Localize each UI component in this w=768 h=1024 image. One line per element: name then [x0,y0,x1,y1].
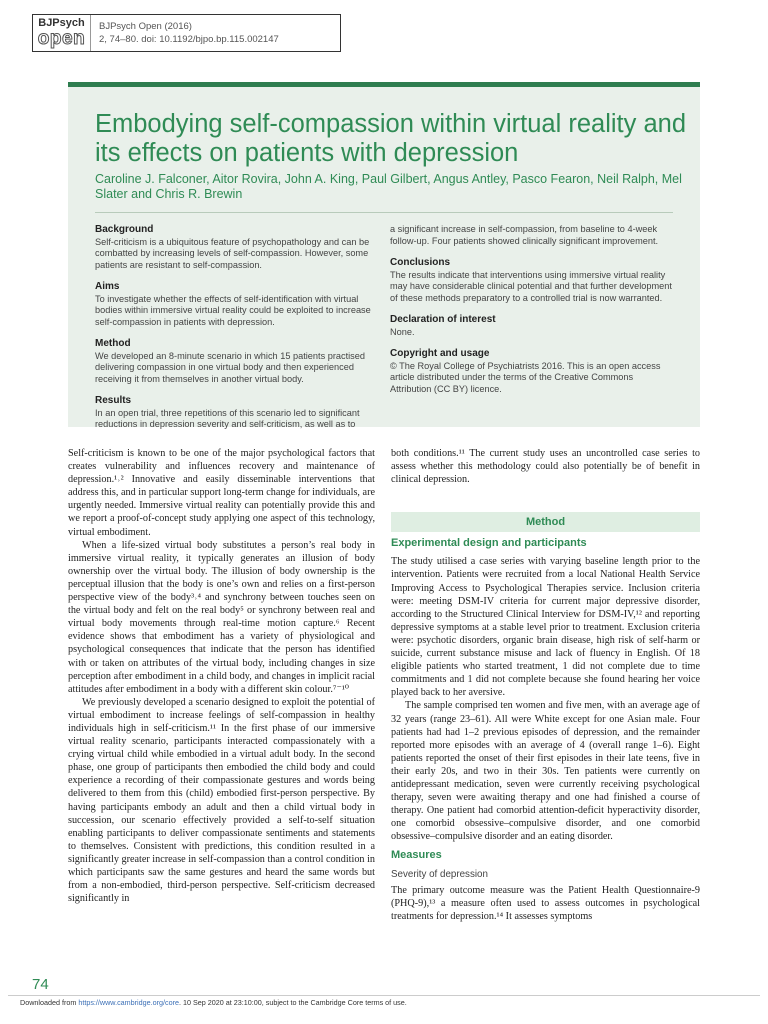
abstract-copyright-heading: Copyright and usage [390,348,490,359]
page-number: 74 [32,976,49,993]
abstract-results-continued: a significant increase in self-compassion, from baseline to 4-week follow-up. Four patients showed clinically significant improvement. [390,224,659,246]
title-abstract-block [68,82,700,427]
design-subheading: Experimental design and participants [391,537,587,550]
cambridge-core-link[interactable]: https://www.cambridge.org/core [78,998,180,1007]
body-paragraph-3: We previously developed a scenario designed to exploit the potential of virtual embodiment to increase feelings of self-compassion in healthy individuals high in self-criticism.¹¹ In the first phase of our immersive virtual reality scenario, participants interacted compassionately with a crying virtual child while embodied in a virtual adult body. In the second phase, one group of participants then embodied the child body and could experience a recording of their compassionate gestures and words being delivered to them from this (child) embodied first-person perspective. By having participants embody an adult and then a child virtual body in succession, our scenario effectively provided a self-to-self situation enabling participants to deliver compassionate sentiments and statements to themselves. Consistent with predictions, this condition resulted in a significantly greater increase in self-compassion than a control condition in which participants saw the same gestures and heard the same words but from a non-embodied, third-person perspective. Self-criticism decreased significantly in [68,696,375,905]
abstract-right-column [390,224,675,405]
body-paragraph-7: The primary outcome measure was the Patient Health Questionnaire-9 (PHQ-9),¹³ a measure often used to assess outcomes in psychological treatments for depression.¹⁴ It assesses symptoms [391,884,700,922]
logo-top-text: BJPsych [38,17,85,29]
download-notice [20,998,407,1007]
download-suffix: . 10 Sep 2020 at 23:10:00, subject to the Cambridge Core terms of use. [179,998,407,1007]
journal-header [32,14,341,52]
body-paragraph-2: When a life-sized virtual body substitutes a person’s real body in immersive virtual reality, it typically generates an illusion of body ownership over the virtual body. The illusion of body ownership is the perceptual illusion that the body is one’s own and relies on a first-person perspective view of the body³˒⁴ and synchrony between touches seen on the virtual body and felt on the real body⁵ or synchrony between real and virtual body movements through real-time motion capture.⁶ Recent evidence shows that embodiment has a variety of physiological and psychological consequences that indicate that the person has identified with or taken on attributes of the virtual body, including changes in size perception after embodiment in a child body, and changes in implicit racial attitudes after embodiment in a body with a different skin colour.⁷⁻¹⁰ [68,539,375,695]
bjpsych-open-logo [33,15,91,51]
measures-subheading: Measures [391,849,442,862]
abstract-method-text: We developed an 8-minute scenario in which 15 patients practised delivering compassion in one virtual body and then experienced receiving it from themselves in another virtual body. [95,350,365,384]
abstract-results-text: In an open trial, three repetitions of this scenario led to significant reductions in depression severity and self-criticism, as well as to [95,407,360,429]
abstract-aims-text: To investigate whether the effects of self-identification with virtual bodies within immersive virtual reality could be exploited to increase self-compassion in patients with depression. [95,293,371,327]
footer-divider [8,995,760,996]
abstract-declaration-text: None. [390,326,415,337]
journal-doi: 2, 74–80. doi: 10.1192/bjpo.bp.115.002147 [99,34,279,45]
download-prefix: Downloaded from [20,998,79,1007]
abstract-results-heading: Results [95,395,132,406]
body-paragraph-4: both conditions.¹¹ The current study uses an uncontrolled case series to assess whether this methodology could also potentially be of benefit in clinical depression. [391,448,700,486]
body-paragraph-6: The sample comprised ten women and five men, with an average age of 32 years (range 23–61). All were White except for one Asian male. Four patients had had 1–2 previous episodes of depression, and the remainder reported more episodes with an average of 4 (overall range 1–6). Eight patients reported the onset of their first episodes in their late teens, five in their early 20s, and two in their 30s. Ten patients were currently on antidepressant medication, seven were currently receiving psychological therapy, seven were awaiting therapy and one had finished a course of therapy. One patient had comorbid attention-deficit hyperactivity disorder, one comorbid obsessive–compulsive disorder, and one comorbid obsessive–compulsive disorder and an eating disorder. [391,700,700,843]
article-authors: Caroline J. Falconer, Aitor Rovira, John A. King, Paul Gilbert, Angus Antley, Pasco Fearon, Neil Ralph, Mel Slater and Chris R. Brewin [95,172,682,201]
abstract-background-heading: Background [95,224,154,235]
method-section-heading: Method [391,512,700,532]
abstract-aims-heading: Aims [95,281,120,292]
abstract-left-column [95,224,380,441]
abstract-method-heading: Method [95,338,131,349]
article-title: Embodying self-compassion within virtual reality and its effects on patients with depression [95,110,687,167]
body-paragraph-5: The study utilised a case series with varying baseline length prior to the intervention. Patients were recruited from a local National Health Service Improving Access to Psychological Therapies service. Inclusion criteria were: meeting DSM-IV criteria for current major depressive disorder, according to the Structured Clinical Interview for DSM-IV,¹² and reporting depressive symptoms at a stable level prior to treatment. Exclusion criteria were: psychotic disorders, organic brain disease, high risk of self-harm or suicide, current substance misuse and lack of fluency in English. Of 18 eligible patients who started treatment, 1 did not complete due to time commitments and 1 did not complete because she found hearing her voice played back to her aversive. [391,556,700,699]
abstract-conclusions-heading: Conclusions [390,257,451,268]
journal-name: BJPsych Open (2016) [99,21,192,32]
abstract-divider [95,212,673,213]
abstract-background-text: Self-criticism is a ubiquitous feature of psychopathology and can be combatted by increasing levels of self-compassion. However, some patients are resistant to self-compassion. [95,236,370,270]
body-right-column [391,447,700,923]
body-left-column [68,447,375,905]
severity-subsubheading: Severity of depression [391,868,488,880]
logo-bottom-text: open [37,28,86,49]
abstract-conclusions-text: The results indicate that interventions using immersive virtual reality may have considerable clinical potential and that further development of these methods preparatory to a controlled trial is now warranted. [390,269,672,303]
abstract-declaration-heading: Declaration of interest [390,314,496,325]
abstract-copyright-text: © The Royal College of Psychiatrists 2016. This is an open access article distributed under the terms of the Creative Commons Attribution (CC BY) licence. [390,360,661,394]
journal-citation [91,20,279,46]
body-paragraph-1: Self-criticism is known to be one of the major psychological factors that creates vulnerability and influences recovery and maintenance of depression.¹˒² Innovative and easily disseminable interventions that address this, and in particular support long-term change for individuals, are urgently needed. Immersive virtual reality can potentially provide this and we report a proof-of-concept study applying one aspect of this technology, virtual embodiment. [68,448,375,538]
